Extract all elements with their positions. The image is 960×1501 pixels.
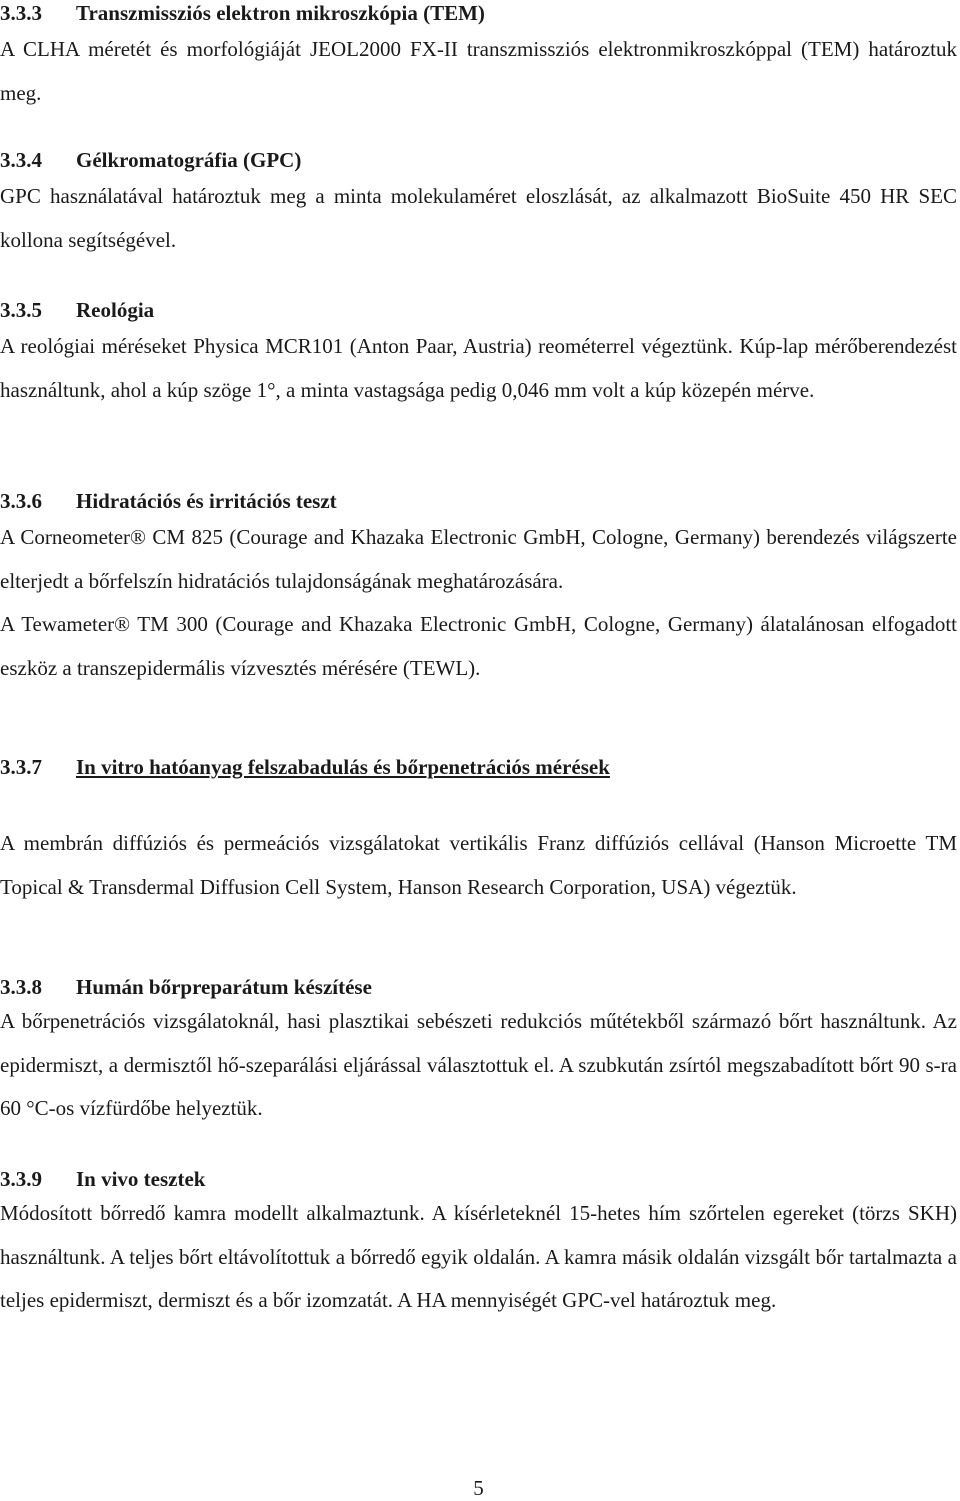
section-in-vitro — [0, 754, 957, 909]
section-heading — [0, 0, 957, 26]
section-title: Hidratációs és irritációs teszt — [76, 489, 337, 513]
section-paragraph: A Corneometer® CM 825 (Courage and Khazaka Electronic GmbH, Cologne, Germany) berendezés világszerte elterjedt a bőrfelszín hidratációs tulajdonságának meghatározására. — [0, 525, 957, 593]
section-heading — [0, 974, 957, 1000]
section-hydration — [0, 488, 957, 690]
section-title: Humán bőrpreparátum készítése — [76, 975, 372, 999]
section-paragraph: A bőrpenetrációs vizsgálatoknál, hasi plasztikai sebészeti redukciós műtétekből származó bőrt használtunk. Az epidermiszt, a dermisztől hő-szeparálási eljárással választottuk el. A szubkután zsírtól megszabadított bőrt 90 s-ra 60 °C-os vízfürdőbe helyeztük. — [0, 1009, 957, 1120]
section-number: 3.3.8 — [0, 975, 42, 999]
section-tem — [0, 0, 957, 115]
section-heading — [0, 297, 957, 323]
section-paragraph: Módosított bőrredő kamra modellt alkalmaztunk. A kísérleteknél 15-hetes hím szőrtelen egereket (törzs SKH) használtunk. A teljes bőrt eltávolítottuk a bőrredő egyik oldalán. A kamra másik oldalán vizsgált bőr tartalmazta a teljes epidermiszt, dermiszt és a bőr izomzatát. A HA mennyiségét GPC-vel határoztuk meg. — [0, 1201, 957, 1312]
section-number: 3.3.3 — [0, 1, 42, 25]
section-number: 3.3.5 — [0, 298, 42, 322]
section-rheology — [0, 297, 957, 412]
section-number: 3.3.4 — [0, 148, 42, 172]
section-human-skin — [0, 974, 957, 1131]
section-heading — [0, 488, 957, 514]
section-title: Reológia — [76, 298, 155, 322]
section-title: Transzmissziós elektron mikroszkópia (TEM) — [76, 1, 485, 25]
section-title: In vitro hatóanyag felszabadulás és bőrpenetrációs mérések — [76, 755, 610, 779]
section-heading — [0, 754, 957, 780]
section-heading — [0, 1166, 957, 1192]
section-paragraph: A membrán diffúziós és permeációs vizsgálatokat vertikális Franz diffúziós cellával (Hanson Microette TM Topical & Transdermal Diffusion Cell System, Hanson Research Corporation, USA) végeztük. — [0, 831, 957, 899]
section-paragraph: A Tewameter® TM 300 (Courage and Khazaka Electronic GmbH, Cologne, Germany) álatalánosan elfogadott eszköz a transzepidermális vízvesztés mérésére (TEWL). — [0, 612, 957, 680]
section-number: 3.3.7 — [0, 755, 42, 779]
section-number: 3.3.6 — [0, 489, 42, 513]
section-title: Gélkromatográfia (GPC) — [76, 148, 302, 172]
section-paragraph: A reológiai méréseket Physica MCR101 (Anton Paar, Austria) reométerrel végeztünk. Kúp-lap mérőberendezést használtunk, ahol a kúp szöge 1°, a minta vastagsága pedig 0,046 mm volt a kúp közepén mérve. — [0, 334, 957, 402]
section-paragraph: GPC használatával határoztuk meg a minta molekulaméret eloszlását, az alkalmazott BioSuite 450 HR SEC kollona segítségével. — [0, 184, 957, 252]
section-number: 3.3.9 — [0, 1167, 42, 1191]
section-in-vivo — [0, 1166, 957, 1323]
section-title: In vivo tesztek — [76, 1167, 206, 1191]
section-heading — [0, 147, 957, 173]
page-number: 5 — [473, 1476, 484, 1500]
section-paragraph: A CLHA méretét és morfológiáját JEOL2000 FX-II transzmissziós elektronmikroszkóppal (TEM) határoztuk meg. — [0, 37, 957, 105]
section-gpc — [0, 147, 957, 262]
